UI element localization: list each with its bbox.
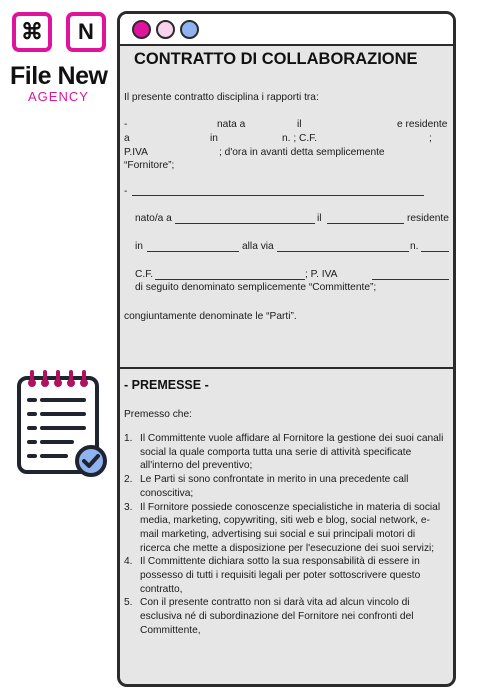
checklist-clipboard-icon [16,368,108,480]
n-key-icon: N [66,12,106,52]
committente-alla-via: alla via [242,241,274,252]
premesso-che: Premesso che: [124,409,192,420]
item-text: Con il presente contratto non si darà vita ad alcun vincolo di esclusiva né di subordinazione del Fornitore nei confronti del Committente, [140,597,414,636]
birthdate-line [327,223,404,224]
list-item [124,555,448,596]
blue-dot-icon [180,20,199,39]
fornitore-in: in [210,133,218,144]
section-divider [120,367,453,369]
fornitore-piva: P.IVA [124,147,148,158]
item-text: Il Committente dichiara sotto la sua responsabilità di essere in possesso di tutti i requisiti legali per poter sottoscrivere questo contratto, [140,556,421,595]
list-item [124,473,448,500]
item-number: 3. [124,501,133,513]
committente-denominato: di seguito denominato semplicemente “Committente”; [135,282,377,293]
committente-piva: ; P. IVA [305,269,338,280]
residence-city-line [147,251,239,252]
premesse-title: - PREMESSE - [124,378,209,392]
list-item [124,432,448,473]
item-number: 4. [124,556,133,568]
fornitore-dash: - [124,119,128,130]
premesse-list [124,432,448,638]
committente-nato-a: nato/a a [135,213,172,224]
committente-dash: - [124,186,128,197]
committente-residente: residente [407,213,449,224]
contract-document [117,11,456,687]
piva-line [372,279,449,280]
street-number-line [421,251,449,252]
street-line [277,251,409,252]
item-text: Il Committente vuole affidare al Fornitore la gestione dei suoi canali social la quale comporta tutta una serie di attività specificate all'interno del preventivo; [140,433,444,472]
fornitore-il: il [297,119,302,130]
document-toolbar [120,14,453,46]
item-number: 2. [124,474,133,486]
fornitore-label: “Fornitore”; [124,160,175,171]
item-number: 1. [124,433,133,444]
committente-cf: C.F. [135,269,154,280]
brand-subtitle: AGENCY [28,89,89,104]
fornitore-e-residente: e residente [397,119,448,130]
parti-text: congiuntamente denominate le “Parti”. [124,311,297,322]
committente-il: il [317,213,322,224]
pink-dot-icon [132,20,151,39]
contract-title: CONTRATTO DI COLLABORAZIONE [134,50,418,68]
item-text: Le Parti si sono confrontate in merito in una precedente call conoscitiva; [140,474,409,499]
committente-n: n. [410,241,419,252]
fornitore-a: a [124,133,130,144]
list-item [124,501,448,556]
brand-name: File New [10,62,108,90]
brand-logo-keys [12,12,106,52]
birthplace-line [175,223,315,224]
fornitore-nata-a: nata a [217,119,246,130]
committente-in: in [135,241,143,252]
list-item [124,596,448,637]
fornitore-semicolon: ; [429,133,432,144]
fornitore-ora-in-avanti: ; d'ora in avanti detta semplicemente [219,147,385,158]
intro-text: Il presente contratto disciplina i rapporti tra: [124,92,319,103]
light-pink-dot-icon [156,20,175,39]
cf-line [155,279,305,280]
item-text: Il Fornitore possiede conoscenze specialistiche in materia di social media, marketing, copywriting, siti web e blog, social network, e-mail marketing, advertising sui social e sui principali motori di ricerca che mette a disposizione per l'esecuzione dei suoi servizi; [140,501,441,554]
command-key-icon: ⌘ [12,12,52,52]
committente-name-line [132,195,424,196]
item-number: 5. [124,597,133,609]
fornitore-n-cf: n. ; C.F. [282,133,318,144]
